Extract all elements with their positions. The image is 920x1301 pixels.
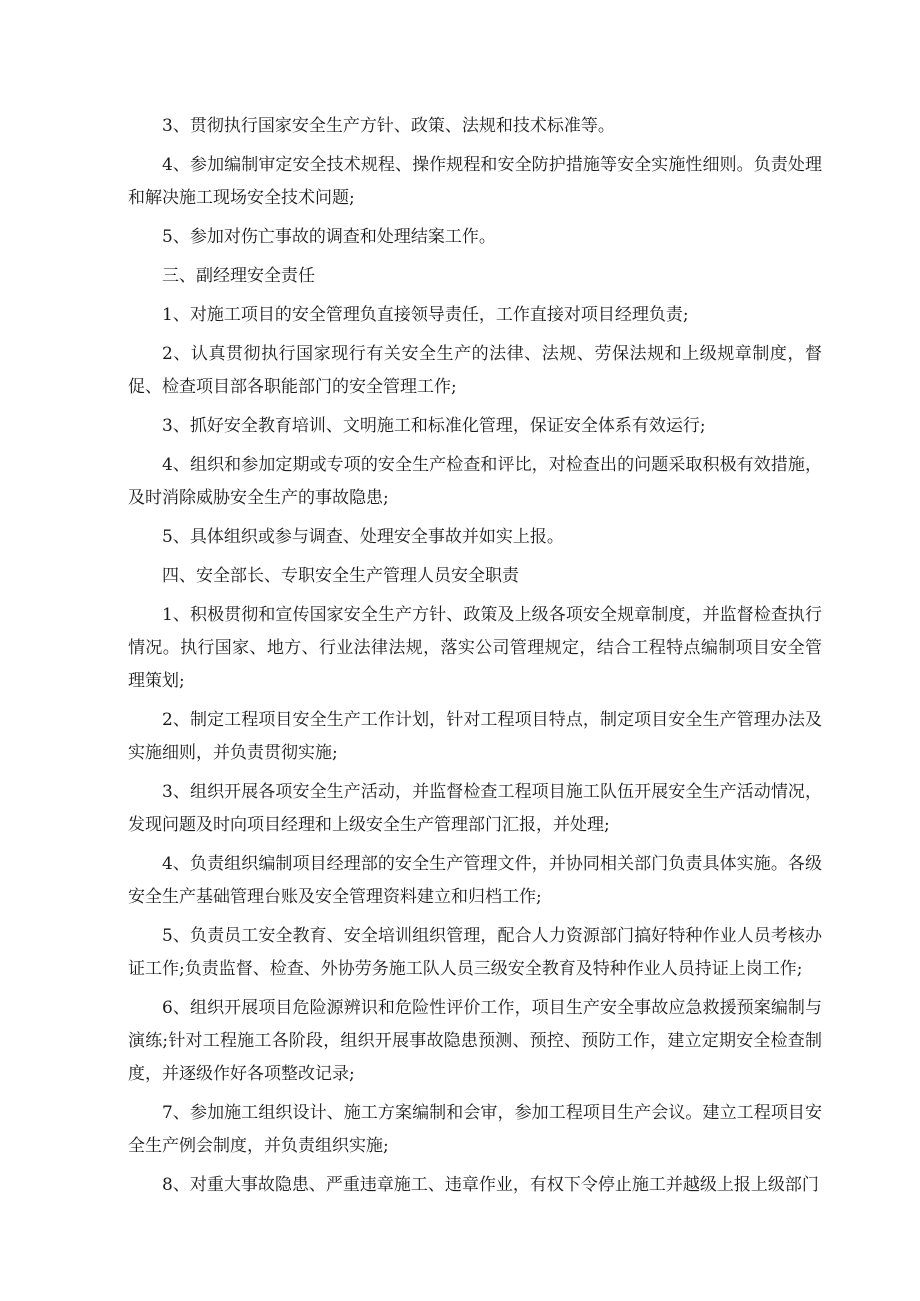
paragraph-item: 5、参加对伤亡事故的调查和处理结案工作。 [162,227,496,247]
paragraph-item: 4、负责组织编制项目经理部的安全生产管理文件，并协同相关部门负责具体实施。各级安全生产基础管理台账及安全管理资料建立和归档工作; [128,854,822,907]
paragraph-item: 3、组织开展各项安全生产活动，并监督检查工程项目施工队伍开展安全生产活动情况，发现问题及时向项目经理和上级安全生产管理部门汇报，并处理; [128,782,822,835]
paragraph-item: 1、积极贯彻和宣传国家安全生产方针、政策及上级各项安全规章制度，并监督检查执行情况。执行国家、地方、行业法律法规，落实公司管理规定，结合工程特点编制项目安全管理策划; [128,605,822,691]
paragraph-item: 2、认真贯彻执行国家现行有关安全生产的法律、法规、劳保法规和上级规章制度，督促、检查项目部各职能部门的安全管理工作; [128,344,822,397]
paragraph-item: 1、对施工项目的安全管理负直接领导责任，工作直接对项目经理负责; [162,305,689,325]
paragraph-item: 5、负责员工安全教育、安全培训组织管理，配合人力资源部门搞好特种作业人员考核办证工作;负责监督、检查、外协劳务施工队人员三级安全教育及特种作业人员持证上岗工作; [128,926,822,979]
paragraph-item: 2、制定工程项目安全生产工作计划，针对工程项目特点，制定项目安全生产管理办法及实施细则，并负责贯彻实施; [128,710,822,763]
paragraph-item: 3、抓好安全教育培训、文明施工和标准化管理，保证安全体系有效运行; [162,416,706,436]
paragraph-item: 4、组织和参加定期或专项的安全生产检查和评比，对检查出的问题采取积极有效措施，及时消除威胁安全生产的事故隐患; [128,455,822,508]
paragraph-item: 6、组织开展项目危险源辨识和危险性评价工作，项目生产安全事故应急救援预案编制与演练;针对工程施工各阶段，组织开展事故隐患预测、预控、预防工作，建立定期安全检查制度，并逐级作好各项整改记录; [128,998,822,1084]
paragraph-item: 7、参加施工组织设计、施工方案编制和会审，参加工程项目生产会议。建立工程项目安全生产例会制度，并负责组织实施; [128,1103,822,1156]
section-heading: 四、安全部长、专职安全生产管理人员安全职责 [162,566,519,586]
paragraph-item: 8、对重大事故隐患、严重违章施工、违章作业，有权下令停止施工并越级上报上级部门 [162,1175,819,1195]
paragraph-item: 4、参加编制审定安全技术规程、操作规程和安全防护措施等安全实施性细则。负责处理和解决施工现场安全技术问题; [128,155,822,208]
document-body [128,110,822,1202]
paragraph-item: 5、具体组织或参与调查、处理安全事故并如实上报。 [162,527,564,547]
paragraph-item: 3、贯彻执行国家安全生产方针、政策、法规和技术标准等。 [162,116,615,136]
section-heading: 三、副经理安全责任 [162,266,315,286]
